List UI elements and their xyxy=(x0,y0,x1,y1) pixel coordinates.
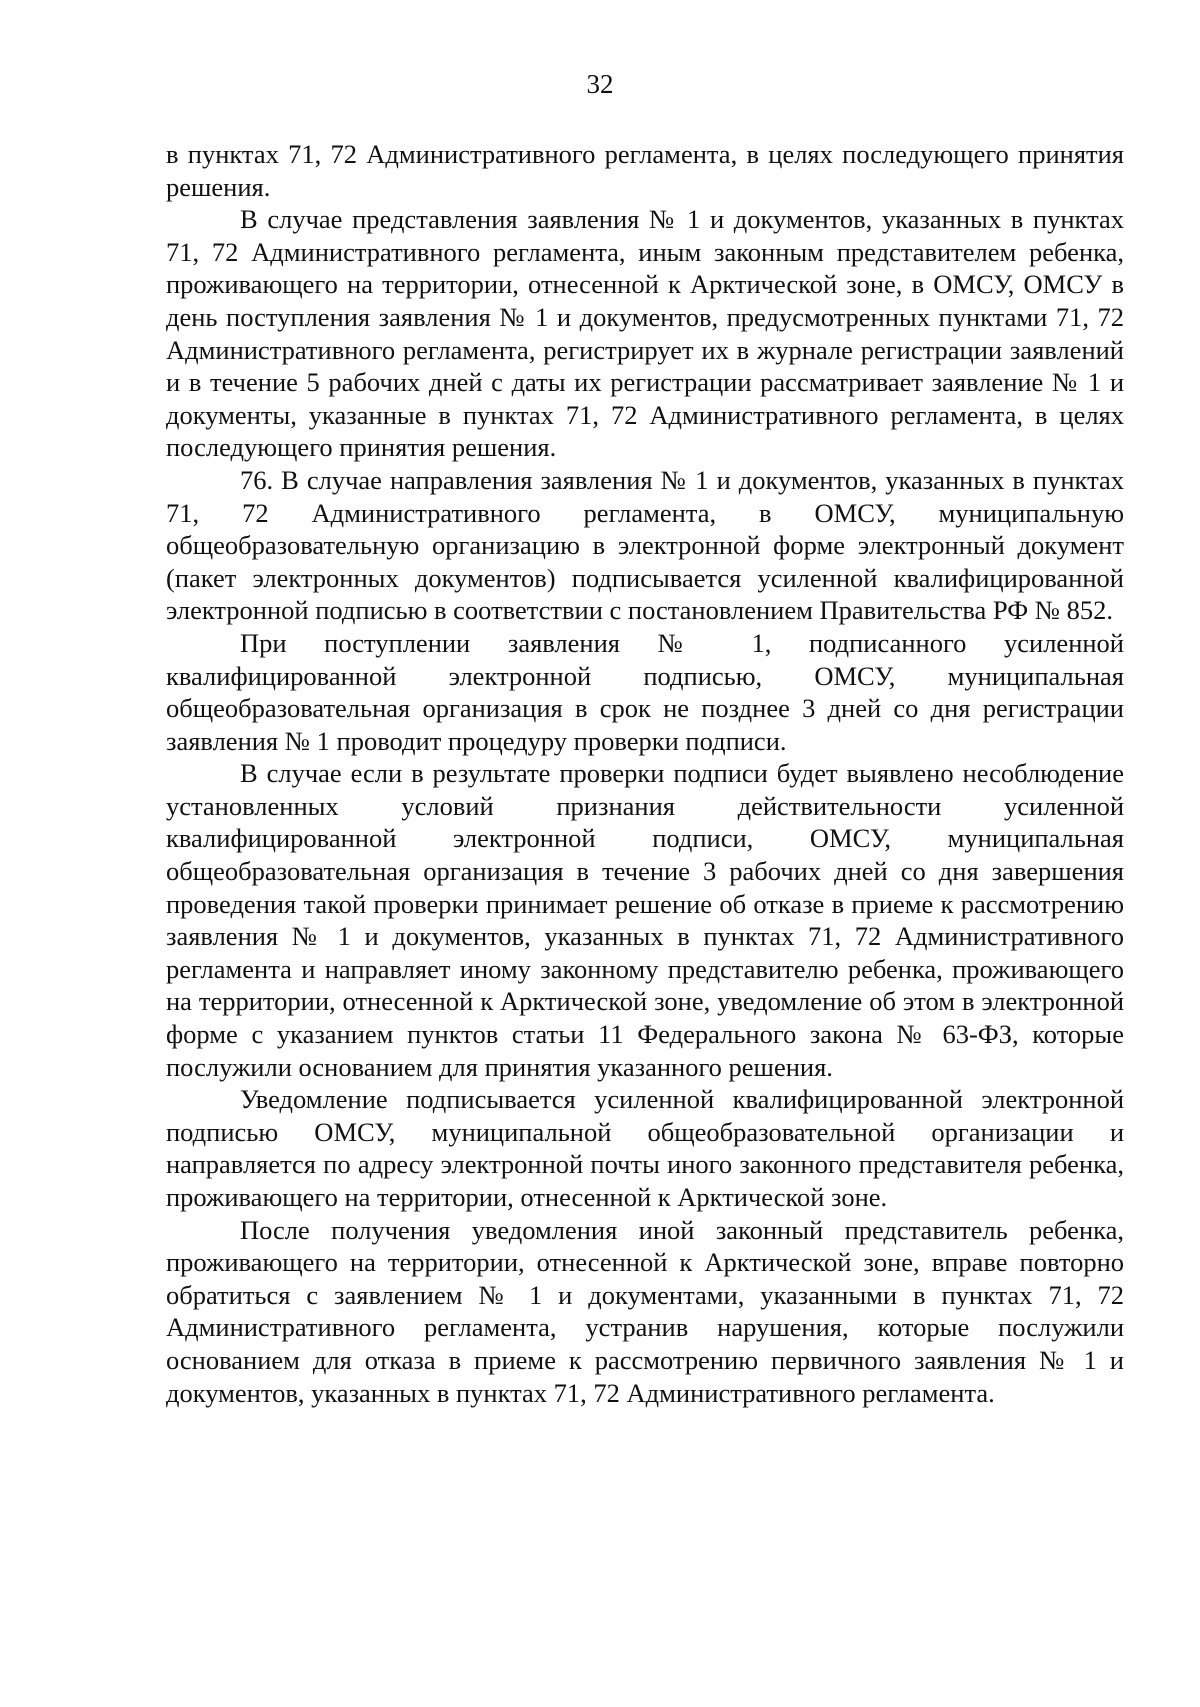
paragraph-continuation: в пунктах 71, 72 Административного регламента, в целях последующего принятия решения. xyxy=(166,139,1124,202)
paragraph-resubmission: После получения уведомления иной законный представитель ребенка, проживающего на территории, отнесенной к Арктической зоне, вправе повторно обратиться с заявлением № 1 и документами, указанными в пунктах 71, 72 Административного регламента, устранив нарушения, которые послужили основанием для отказа в приеме к рассмотрению первичного заявления № 1 и документов, указанных в пунктах 71, 72 Административного регламента. xyxy=(166,1214,1124,1408)
paragraph-notification: Уведомление подписывается усиленной квалифицированной электронной подписью ОМСУ, муниципальной общеобразовательной организации и направляется по адресу электронной почты иного законного представителя ребенка, проживающего на территории, отнесенной к Арктической зоне. xyxy=(166,1084,1124,1212)
page-number: 32 xyxy=(586,69,614,99)
paragraph-signature-check: При поступлении заявления № 1, подписанного усиленной квалифицированной электронной подписью, ОМСУ, муниципальная общеобразовательная организация в срок не позднее 3 дней со дня регистрации заявления № 1 проводит процедуру проверки подписи. xyxy=(166,627,1124,756)
paragraph-refusal-decision: В случае если в результате проверки подписи будет выявлено несоблюдение установленных условий признания действительности усиленной квалифицированной электронной подписи, ОМСУ, муниципальная общеобразовательная организация в течение 3 рабочих дней со дня завершения проведения такой проверки принимает решение об отказе в приеме к рассмотрению заявления № 1 и документов, указанных в пунктах 71, 72 Административного регламента и направляет иному законному представителю ребенка, проживающего на территории, отнесенной к Арктической зоне, уведомление об этом в электронной форме с указанием пунктов статьи 11 Федерального закона № 63-ФЗ, которые послужили основанием для принятия указанного решения. xyxy=(166,758,1124,1082)
paragraph-representative-submission: В случае представления заявления № 1 и документов, указанных в пунктах 71, 72 Административного регламента, иным законным представителем ребенка, проживающего на территории, отнесенной к Арктической зоне, в ОМСУ, ОМСУ в день поступления заявления № 1 и документов, предусмотренных пунктами 71, 72 Административного регламента, регистрирует их в журнале регистрации заявлений и в течение 5 рабочих дней с даты их регистрации рассматривает заявление № 1 и документы, указанные в пунктах 71, 72 Административного регламента, в целях последующего принятия решения. xyxy=(166,204,1124,463)
paragraph-clause-76: 76. В случае направления заявления № 1 и документов, указанных в пунктах 71, 72 Административного регламента, в ОМСУ, муниципальную общеобразовательную организацию в электронной форме электронный документ (пакет электронных документов) подписывается усиленной квалифицированной электронной подписью в соответствии с постановлением Правительства РФ № 852. xyxy=(166,464,1124,626)
document-body xyxy=(166,138,1124,1409)
